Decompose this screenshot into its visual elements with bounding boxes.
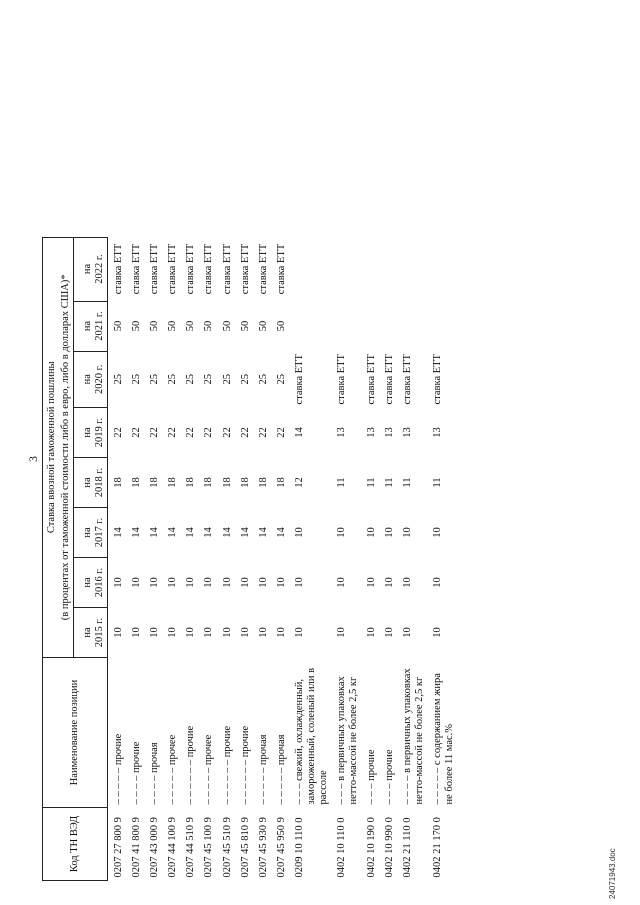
rate-cell: 50	[239, 320, 251, 332]
rate-cell: 18	[149, 477, 161, 488]
rate-cell: 25	[113, 374, 125, 385]
rate-cell	[381, 301, 399, 351]
table-row	[429, 237, 459, 880]
rate-cell: 22	[257, 427, 269, 438]
row-code: 0207 45 930 9	[257, 817, 269, 878]
rate-cell: 10	[203, 577, 215, 588]
rate-cell: 50	[257, 320, 269, 332]
header-name: Наименование позиции	[43, 658, 108, 808]
rate-cell: 14	[275, 527, 287, 538]
rate-cell: 10	[167, 627, 179, 638]
tariff-table	[42, 237, 459, 881]
header-rate-subtitle: (в процентах от таможенной стоимости либо в евро, либо в долларах США)*	[59, 237, 74, 657]
header-year: на 2020 г.	[74, 351, 108, 407]
header-year: на 2016 г.	[74, 558, 108, 608]
rate-cell: 10	[257, 627, 269, 638]
rate-cell	[399, 237, 429, 301]
rate-cell: 25	[203, 374, 215, 385]
rate-cell: 50	[221, 320, 233, 332]
rate-cell: 10	[335, 577, 347, 588]
rate-cell: 18	[131, 477, 143, 488]
rate-cell: 25	[167, 374, 179, 385]
rate-cell: 18	[113, 477, 125, 488]
rate-cell: 10	[113, 627, 125, 638]
rate-cell: 10	[221, 627, 233, 638]
table-row	[182, 237, 200, 880]
header-year: на 2022 г.	[74, 237, 108, 301]
row-code: 0402 10 110 0	[335, 817, 347, 878]
rate-cell: 14	[257, 527, 269, 538]
header-rate-title: Ставка ввозной таможенной пошлины	[43, 237, 60, 657]
rate-cell: 10	[335, 627, 347, 638]
row-name: – – – прочие	[366, 749, 378, 805]
rate-cell: 10	[366, 527, 378, 538]
rate-cell: 10	[185, 577, 197, 588]
table-row	[200, 237, 218, 880]
rate-cell: 50	[167, 320, 179, 332]
page-number: 3	[26, 456, 40, 462]
row-name: – – – – прочие	[131, 741, 143, 805]
rate-cell: 11	[335, 477, 347, 488]
rate-cell: ставка ЕТТ	[185, 243, 197, 295]
rate-cell: 18	[203, 477, 215, 488]
row-code: 0402 21 170 0	[432, 817, 444, 878]
rate-cell: 50	[113, 320, 125, 332]
rate-cell: 10	[275, 577, 287, 588]
rate-cell	[429, 237, 459, 301]
rate-cell: 25	[149, 374, 161, 385]
rate-cell: 13	[335, 427, 347, 438]
rate-cell: 10	[203, 627, 215, 638]
rate-cell: ставка ЕТТ	[293, 354, 305, 405]
rate-cell: 10	[149, 627, 161, 638]
row-name: – – – – – – прочие	[221, 725, 233, 805]
row-name: – – – – – – прочие	[185, 725, 197, 805]
rate-cell: 11	[366, 477, 378, 488]
header-year: на 2015 г.	[74, 608, 108, 658]
rate-cell: 10	[366, 627, 378, 638]
header-year: на 2017 г.	[74, 508, 108, 558]
table-row	[146, 237, 164, 880]
rate-cell: ставка ЕТТ	[275, 243, 287, 295]
rate-cell: ставка ЕТТ	[239, 243, 251, 295]
row-name: – – – – – прочее	[167, 734, 179, 805]
rate-cell	[291, 237, 333, 301]
rate-cell: 10	[167, 577, 179, 588]
rate-cell: 22	[185, 427, 197, 438]
rate-cell: 10	[185, 627, 197, 638]
rate-cell: ставка ЕТТ	[366, 354, 378, 405]
rate-cell: 22	[167, 427, 179, 438]
rate-cell: 22	[131, 427, 143, 438]
rate-cell: 22	[221, 427, 233, 438]
rate-cell: 14	[113, 527, 125, 538]
table-row	[363, 237, 381, 880]
rate-cell: 50	[275, 320, 287, 332]
row-code: 0207 44 100 9	[167, 817, 179, 878]
rate-cell: 50	[185, 320, 197, 332]
rate-cell: ставка ЕТТ	[131, 243, 143, 295]
rate-cell: 11	[402, 477, 414, 488]
rate-cell: 13	[366, 427, 378, 438]
rate-cell: 22	[149, 427, 161, 438]
rate-cell	[333, 301, 363, 351]
rate-cell: 18	[275, 477, 287, 488]
rate-cell: 18	[257, 477, 269, 488]
rate-cell: 10	[335, 527, 347, 538]
rate-cell: 22	[203, 427, 215, 438]
rate-cell: 10	[384, 577, 396, 588]
row-name: – – – в первичных упаковках нетто-массой не более 2,5 кг	[335, 676, 359, 805]
table-row	[219, 237, 237, 880]
rate-cell: 18	[221, 477, 233, 488]
rate-cell: 10	[149, 577, 161, 588]
rate-cell: 10	[384, 627, 396, 638]
rate-cell: ставка ЕТТ	[384, 354, 396, 405]
rate-cell: 14	[185, 527, 197, 538]
header-year: на 2019 г.	[74, 408, 108, 458]
rate-cell	[363, 301, 381, 351]
row-code: 0207 45 810 9	[239, 817, 251, 878]
rate-cell: 11	[384, 477, 396, 488]
rate-cell: 25	[275, 374, 287, 385]
table-row	[291, 237, 333, 880]
rate-cell: 14	[149, 527, 161, 538]
rate-cell: 10	[293, 527, 305, 538]
rate-cell: 10	[432, 577, 444, 588]
row-code: 0207 45 510 9	[221, 817, 233, 878]
rate-cell: 14	[203, 527, 215, 538]
rate-cell: 22	[275, 427, 287, 438]
rate-cell: 25	[131, 374, 143, 385]
rate-cell: 14	[131, 527, 143, 538]
rate-cell: 14	[167, 527, 179, 538]
row-code: 0207 27 800 9	[113, 817, 125, 878]
rate-cell: 10	[239, 577, 251, 588]
rate-cell: 10	[131, 577, 143, 588]
row-name: – – – – прочая	[149, 742, 161, 805]
rate-cell: 13	[432, 427, 444, 438]
row-code: 0209 10 110 0	[293, 817, 305, 878]
rate-cell: 25	[185, 374, 197, 385]
row-name: – – – – – с содержанием жира не более 11 мас.%	[432, 673, 456, 805]
row-name: – – – – – – прочие	[239, 725, 251, 805]
rate-cell: 10	[432, 627, 444, 638]
rate-cell: 10	[239, 627, 251, 638]
row-code: 0207 44 510 9	[185, 817, 197, 878]
row-code: 0207 45 100 9	[203, 817, 215, 878]
rate-cell: 50	[131, 320, 143, 332]
rate-cell: 10	[293, 627, 305, 638]
rate-cell: 18	[185, 477, 197, 488]
row-name: – – – – в первичных упаковках нетто-массой не более 2,5 кг	[402, 668, 426, 805]
rate-cell: 10	[293, 577, 305, 588]
table-row	[333, 237, 363, 880]
rate-cell: ставка ЕТТ	[432, 354, 444, 405]
rate-cell: 50	[149, 320, 161, 332]
rate-cell: ставка ЕТТ	[203, 243, 215, 295]
row-code: 0402 10 990 0	[384, 817, 396, 878]
rate-cell: 10	[384, 527, 396, 538]
rate-cell: 25	[239, 374, 251, 385]
rate-cell: 10	[366, 577, 378, 588]
rate-cell: 18	[239, 477, 251, 488]
rate-cell: 14	[239, 527, 251, 538]
rate-cell	[429, 301, 459, 351]
rate-cell: 10	[275, 627, 287, 638]
row-name: – – – прочие	[384, 749, 396, 805]
rate-cell: 10	[257, 577, 269, 588]
table-row	[399, 237, 429, 880]
row-code: 0402 10 190 0	[366, 817, 378, 878]
row-name: – – – – – прочие	[113, 733, 125, 805]
rate-cell: ставка ЕТТ	[335, 354, 347, 405]
table-row	[164, 237, 182, 880]
rate-cell: 50	[203, 320, 215, 332]
rate-cell: ставка ЕТТ	[221, 243, 233, 295]
header-year: на 2021 г.	[74, 301, 108, 351]
rate-cell: 10	[432, 527, 444, 538]
table-row	[255, 237, 273, 880]
rate-cell: ставка ЕТТ	[113, 243, 125, 295]
rate-cell: 10	[402, 577, 414, 588]
rate-cell	[381, 237, 399, 301]
rate-cell	[291, 301, 333, 351]
file-name: 24071943.doc	[608, 848, 617, 899]
row-code: 0207 41 800 9	[131, 817, 143, 878]
table-row	[110, 237, 128, 880]
header-year: на 2018 г.	[74, 458, 108, 508]
rate-cell: 25	[257, 374, 269, 385]
rate-cell: 14	[221, 527, 233, 538]
rate-cell: 14	[293, 427, 305, 438]
rate-cell: ставка ЕТТ	[402, 354, 414, 405]
rate-cell: 22	[239, 427, 251, 438]
rate-cell: 25	[221, 374, 233, 385]
rate-cell: 13	[402, 427, 414, 438]
rate-cell: 11	[432, 477, 444, 488]
rate-cell: ставка ЕТТ	[257, 243, 269, 295]
rate-cell	[399, 301, 429, 351]
rate-cell: 10	[221, 577, 233, 588]
rate-cell: 10	[402, 527, 414, 538]
table-row	[128, 237, 146, 880]
rate-cell: ставка ЕТТ	[167, 243, 179, 295]
table-row	[381, 237, 399, 880]
row-name: – – – – – прочая	[257, 734, 269, 805]
table-row	[273, 237, 291, 880]
row-code: 0402 21 110 0	[402, 817, 414, 878]
rate-cell: 10	[113, 577, 125, 588]
row-name: – – – – – прочая	[275, 734, 287, 805]
rate-cell: 12	[293, 477, 305, 488]
header-code: Код ТН ВЭД	[43, 808, 108, 881]
rate-cell: 13	[384, 427, 396, 438]
rate-cell: 10	[402, 627, 414, 638]
rate-cell: ставка ЕТТ	[149, 243, 161, 295]
row-name: – – – – – прочее	[203, 734, 215, 805]
rate-cell: 22	[113, 427, 125, 438]
row-code: 0207 45 950 9	[275, 817, 287, 878]
rate-cell	[333, 237, 363, 301]
rate-cell: 18	[167, 477, 179, 488]
row-name: – – – свежий, охлажденный, замороженный, соленый или в рассоле	[293, 667, 329, 805]
table-row	[237, 237, 255, 880]
rate-cell	[363, 237, 381, 301]
rate-cell: 10	[131, 627, 143, 638]
row-code: 0207 43 000 9	[149, 817, 161, 878]
